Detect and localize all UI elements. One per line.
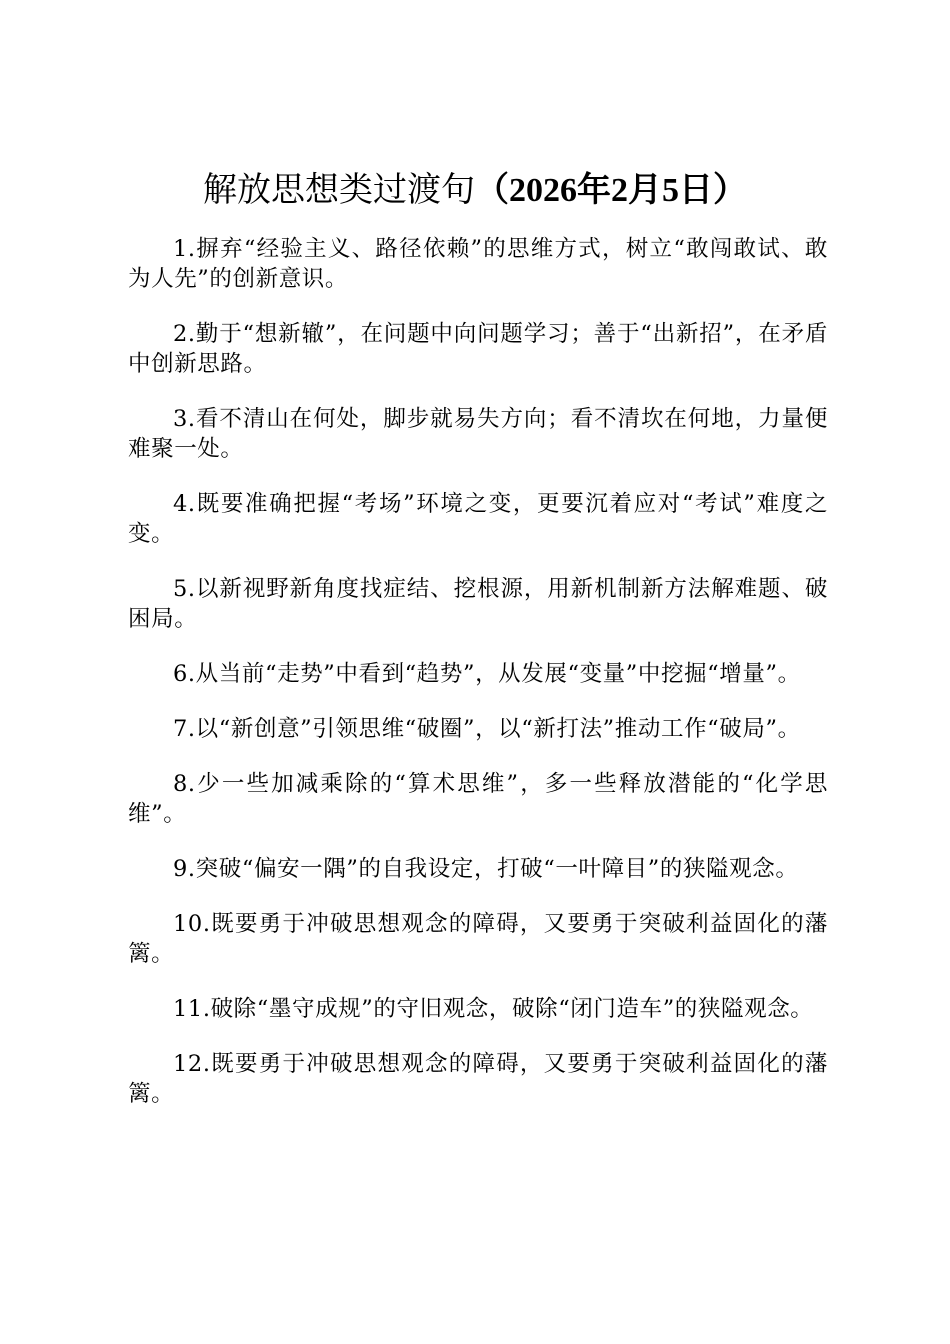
title-date: （2026年2月5日）: [475, 172, 747, 209]
list-item: 4.既要准确把握“考场”环境之变，更要沉着应对“考试”难度之变。: [128, 491, 828, 547]
list-item: 1.摒弃“经验主义、路径依赖”的思维方式，树立“敢闯敢试、敢为人先”的创新意识。: [128, 236, 828, 292]
document-title: [0, 166, 950, 215]
list-item: 12.既要勇于冲破思想观念的障碍，又要勇于突破利益固化的藩篱。: [128, 1051, 828, 1107]
list-item: 2.勤于“想新辙”，在问题中向问题学习；善于“出新招”，在矛盾中创新思路。: [128, 321, 828, 377]
list-item: 5.以新视野新角度找症结、挖根源，用新机制新方法解难题、破困局。: [128, 576, 828, 632]
list-item: 7.以“新创意”引领思维“破圈”，以“新打法”推动工作“破局”。: [173, 716, 801, 742]
list-item: 9.突破“偏安一隅”的自我设定，打破“一叶障目”的狭隘观念。: [173, 856, 799, 882]
list-item: 10.既要勇于冲破思想观念的障碍，又要勇于突破利益固化的藩篱。: [128, 911, 828, 967]
list-item: 8.少一些加减乘除的“算术思维”，多一些释放潜能的“化学思维”。: [128, 771, 828, 827]
list-item: 11.破除“墨守成规”的守旧观念，破除“闭门造车”的狭隘观念。: [173, 996, 814, 1022]
list-item: 6.从当前“走势”中看到“趋势”，从发展“变量”中挖掘“增量”。: [173, 661, 801, 687]
list-item: 3.看不清山在何处，脚步就易失方向；看不清坎在何地，力量便难聚一处。: [128, 406, 828, 462]
item-list: [128, 234, 828, 1134]
title-main: 解放思想类过渡句: [203, 170, 475, 210]
